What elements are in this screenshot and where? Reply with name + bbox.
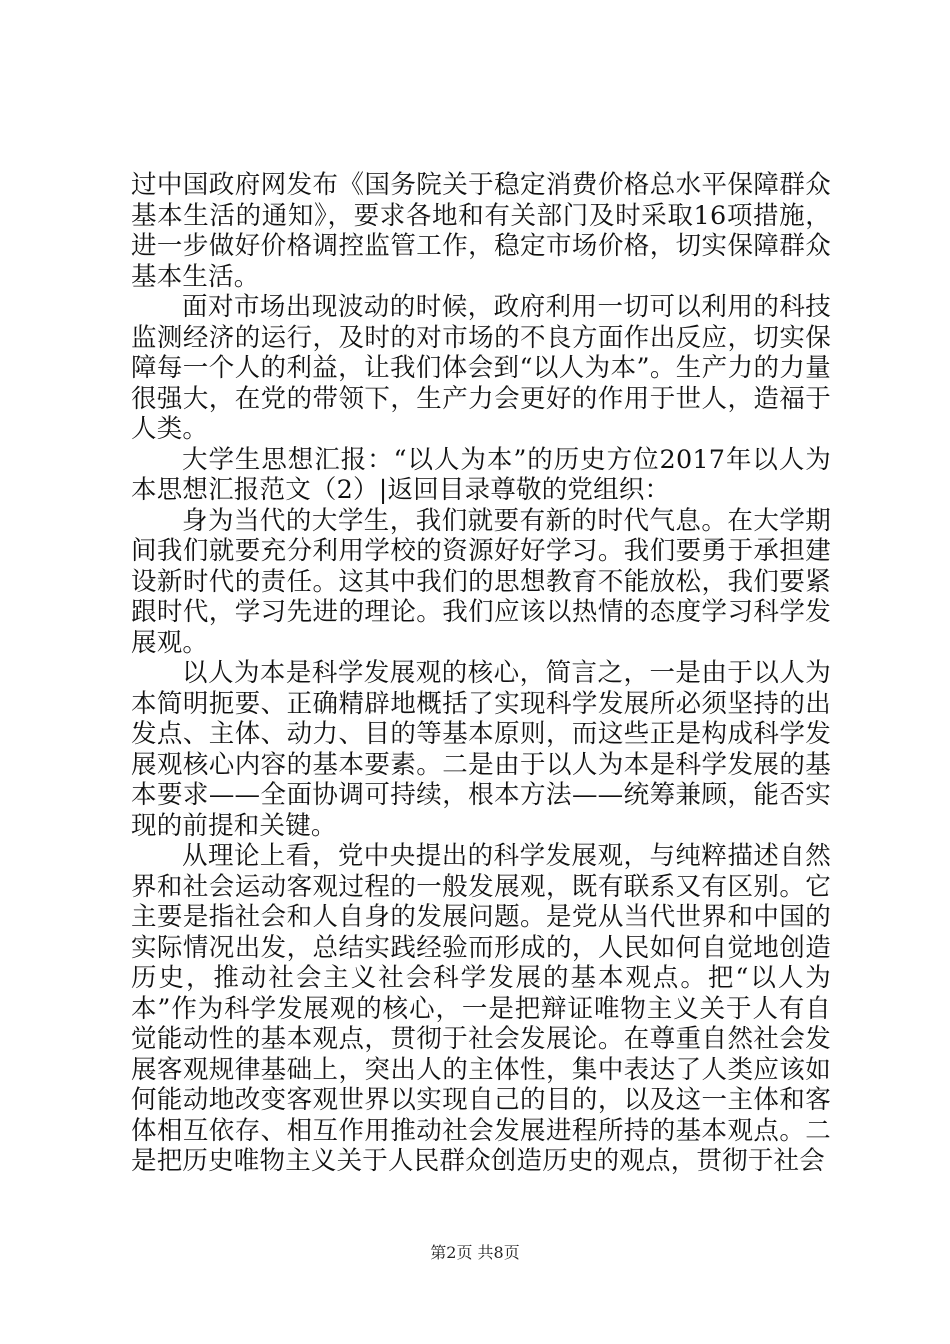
paragraph: 从理论上看，党中央提出的科学发展观，与纯粹描述自然界和社会运动客观过程的一般发展观，既有联系又有区别。它主要是指社会和人自身的发展问题。是党从当代世界和中国的实际情况出发，总结实践经验而形成的，人民如何自觉地创造历史，推动社会主义社会科学发展的基本观点。把“以人为本”作为科学发展观的核心，一是把辩证唯物主义关于人有自觉能动性的基本观点，贯彻于社会发展论。在尊重自然社会发展客观规律基础上，突出人的主体性，集中表达了人类应该如何能动地改变客观世界以实现自己的目的，以及这一主体和客体相互依存、相互作用推动社会发展进程所持的基本观点。二是把历史唯物主义关于人民群众创造历史的观点，贯彻于社会 bbox=[131, 841, 831, 1176]
paragraph: 面对市场出现波动的时候，政府利用一切可以利用的科技监测经济的运行，及时的对市场的不良方面作出反应，切实保障每一个人的利益，让我们体会到“以人为本”。生产力的力量很强大，在党的带领下，生产力会更好的作用于世人，造福于人类。 bbox=[131, 292, 831, 444]
paragraph-continued: 过中国政府网发布《国务院关于稳定消费价格总水平保障群众基本生活的通知》，要求各地和有关部门及时采取16项措施，进一步做好价格调控监管工作，稳定市场价格，切实保障群众基本生活。 bbox=[131, 170, 831, 292]
paragraph: 以人为本是科学发展观的核心，简言之，一是由于以人为本简明扼要、正确精辟地概括了实现科学发展所必须坚持的出发点、主体、动力、目的等基本原则，而这些正是构成科学发展观核心内容的基本要素。二是由于以人为本是科学发展的基本要求——全面协调可持续，根本方法——统筹兼顾，能否实现的前提和关键。 bbox=[131, 658, 831, 841]
paragraph-heading-line: 大学生思想汇报：“以人为本”的历史方位2017年以人为本思想汇报范文（2）|返回目录尊敬的党组织： bbox=[131, 444, 831, 505]
document-body bbox=[131, 170, 831, 1177]
paragraph: 身为当代的大学生，我们就要有新的时代气息。在大学期间我们就要充分利用学校的资源好好学习。我们要勇于承担建设新时代的责任。这其中我们的思想教育不能放松，我们要紧跟时代，学习先进的理论。我们应该以热情的态度学习科学发展观。 bbox=[131, 505, 831, 658]
page-number-footer: 第2页 共8页 bbox=[430, 1243, 520, 1262]
